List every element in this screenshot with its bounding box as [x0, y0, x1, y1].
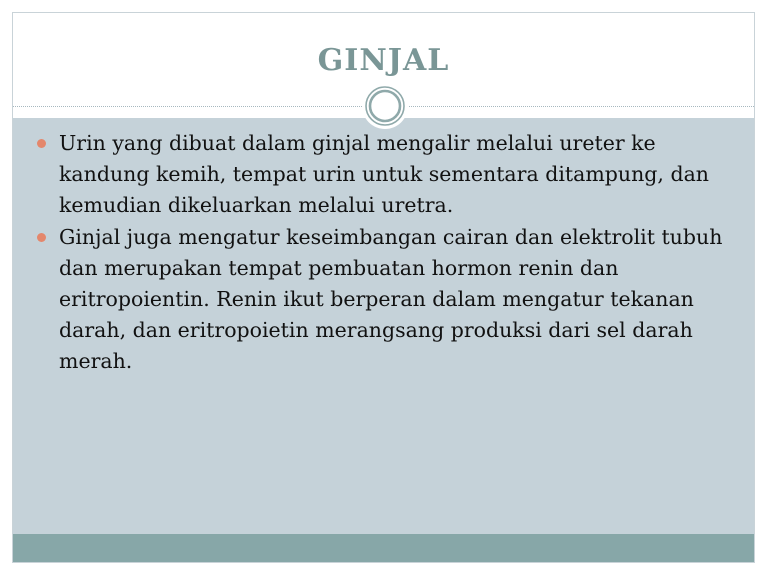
double-circle-ornament-icon: [362, 83, 408, 129]
bullet-text: Urin yang dibuat dalam ginjal mengalir melalui ureter ke kandung kemih, tempat urin untuk sementara ditampung, dan kemudian dikeluarkan melalui uretra.: [59, 131, 710, 217]
bullet-list: [37, 128, 727, 378]
bullet-item: [37, 222, 727, 377]
round-bullet-icon: [37, 233, 46, 242]
bullet-item: [37, 128, 727, 221]
round-bullet-icon: [37, 139, 46, 148]
bullet-text: Ginjal juga mengatur keseimbangan cairan dan elektrolit tubuh dan merupakan tempat pembuatan hormon renin dan eritropoientin. Renin ikut berperan dalam mengatur tekanan darah, dan eritropoietin merangsang produksi dari sel darah merah.: [59, 225, 723, 373]
footer-band: [13, 534, 754, 563]
slide-title: GINJAL: [317, 43, 450, 78]
